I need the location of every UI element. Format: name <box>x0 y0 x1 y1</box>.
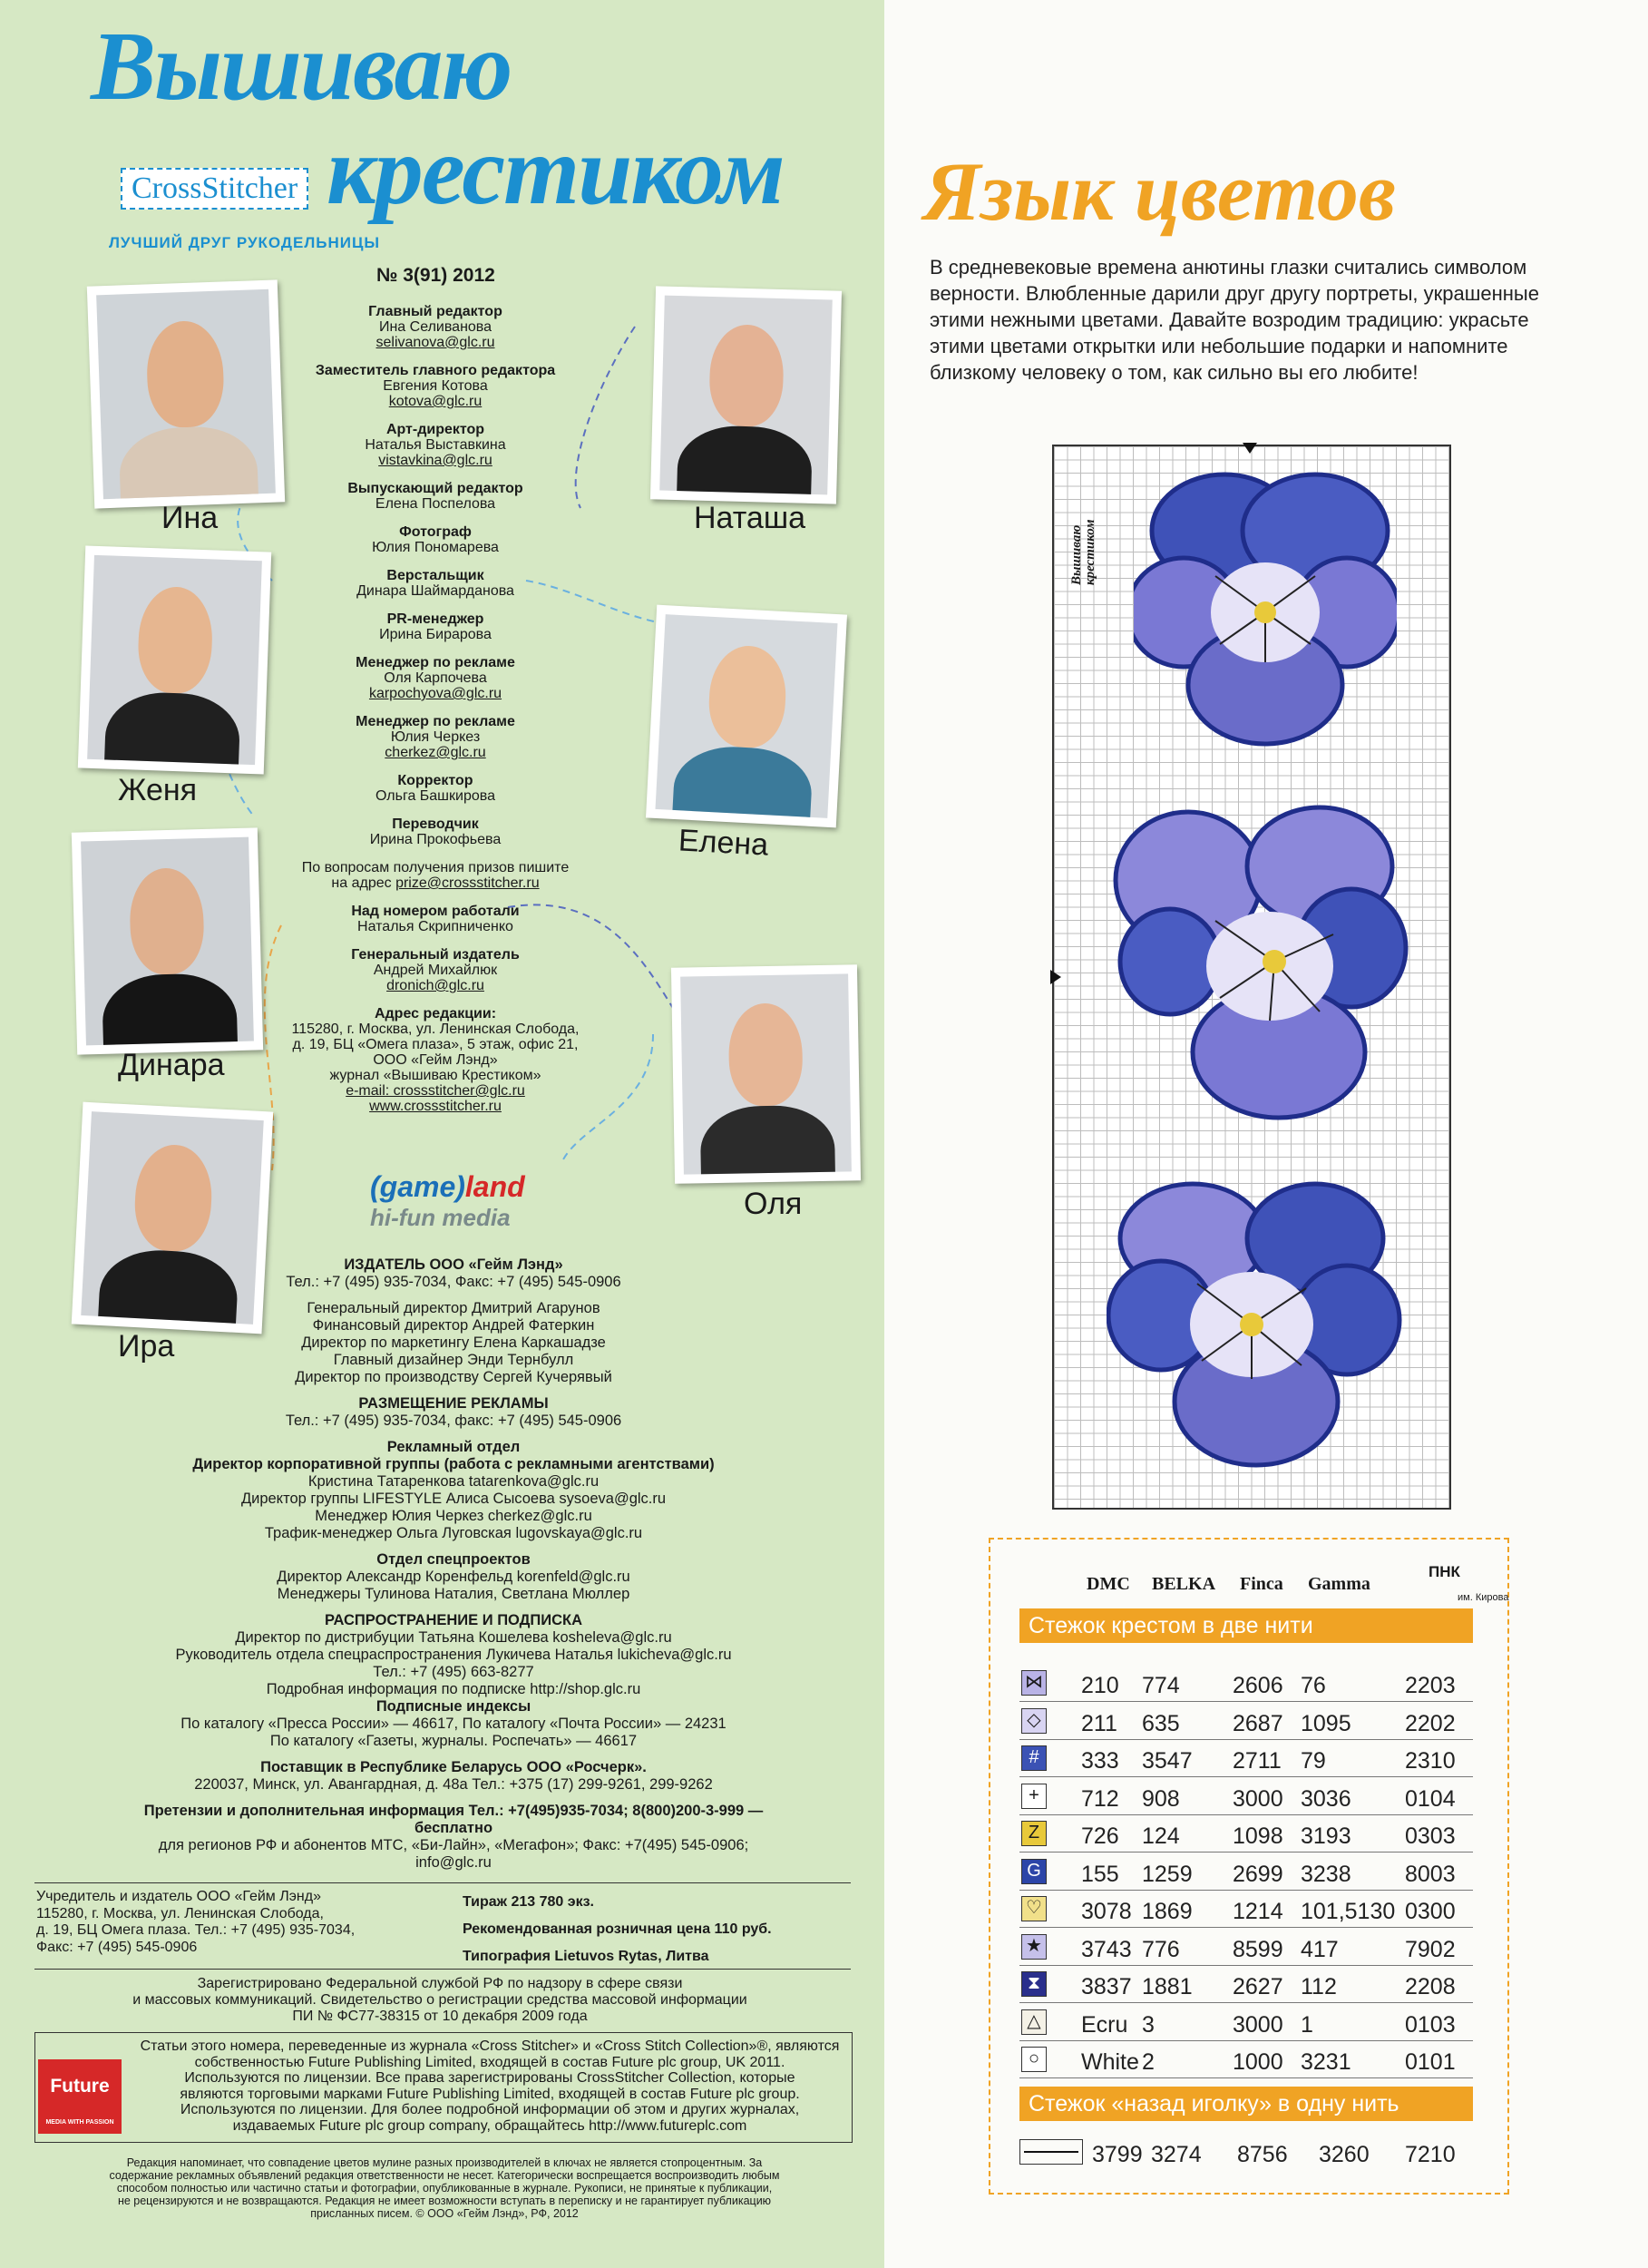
stitch-symbol-icon: G <box>1021 1859 1047 1884</box>
person-name: Ира <box>118 1329 175 1364</box>
key-row <box>1019 1966 1473 2003</box>
key-cell: 1000 <box>1233 2049 1283 2075</box>
key-cell: 2202 <box>1405 1710 1456 1736</box>
person-name: Елена <box>678 823 770 863</box>
key-row <box>1019 1703 1473 1740</box>
divider <box>34 1882 851 1883</box>
key-cell: 211 <box>1081 1710 1117 1736</box>
key-section-backstitch: Стежок «назад иголку» в одну нить <box>1019 2087 1473 2121</box>
key-cell: 3078 <box>1081 1899 1132 1924</box>
photo-natasha <box>650 286 842 503</box>
staff-list <box>272 304 599 1127</box>
staff-entry: Фотограф Юлия Пономарева <box>372 524 499 555</box>
key-cell: 8599 <box>1233 1936 1283 1962</box>
key-cell: 1869 <box>1142 1899 1193 1924</box>
staff-entry: Переводчик Ирина Прокофьева <box>369 816 502 847</box>
key-cell: 3193 <box>1301 1823 1351 1849</box>
key-cell: 0101 <box>1405 2049 1456 2075</box>
address-entry: Адрес редакции: 115280, г. Москва, ул. Ленинская Слобода, д. 19, БЦ «Омега плаза», 5 этаж, офис 21, ООО «Гейм Лэнд» журнал «Вышиваю Крестиком» e-mail: crossstitcher@glc.ru www.crossstitcher.ru <box>272 1006 599 1114</box>
article-title: Язык цветов <box>923 145 1396 238</box>
key-cell: 635 <box>1142 1710 1180 1736</box>
stitch-symbol-icon: Z <box>1021 1821 1047 1846</box>
person-name: Динара <box>118 1048 225 1082</box>
pansy-motif-1 <box>1134 467 1397 753</box>
key-cell: 1 <box>1301 2011 1313 2038</box>
stitch-symbol-icon: ⋈ <box>1021 1670 1047 1696</box>
key-cell: 1214 <box>1233 1899 1283 1924</box>
key-row <box>1019 1740 1473 1777</box>
key-cell: 2627 <box>1233 1974 1283 1999</box>
key-cell: 726 <box>1081 1823 1119 1849</box>
staff-entry: Выпускающий редактор Елена Поспелова <box>347 481 523 512</box>
founder-info: Учредитель и издатель ООО «Гейм Лэнд» 115280, г. Москва, ул. Ленинская Слобода, д. 19, БЦ Омега плаза. Тел.: +7 (495) 935-7034, Факс: +7 (495) 545-0906 <box>36 1889 356 1955</box>
staff-entry: Корректор Ольга Башкирова <box>375 773 495 804</box>
logo-line1: Вышиваю <box>91 13 512 121</box>
staff-entry: Заместитель главного редактора Евгения Котова kotova@glc.ru <box>272 363 599 409</box>
tagline: ЛУЧШИЙ ДРУГ РУКОДЕЛЬНИЦЫ <box>109 234 381 251</box>
center-arrow-left <box>1050 970 1061 984</box>
person-name: Оля <box>744 1187 803 1221</box>
key-cell: 2606 <box>1233 1673 1283 1698</box>
crossstitcher-badge: CrossStitcher <box>121 168 308 210</box>
email-link[interactable]: karpochyova@glc.ru <box>368 686 502 701</box>
publisher-info: ИЗДАТЕЛЬ ООО «Гейм Лэнд» Тел.: +7 (495) 935-7034, Факс: +7 (495) 545-0906 Генеральный директор Дмитрий Агарунов Финансовый директор Андрей Фатеркин Директор по маркетингу Елена Каркашадзе Главный дизайнер Энди Тернбулл Директор по производству Сергей Кучерявый РАЗМЕЩЕНИЕ РЕКЛАМЫ Тел.: +7 (495) 935-7034, факс: +7 (495) 545-0906 Рекламный отдел Директор корпоративной группы (работа с рекламными агентствами) Кристина Татаренкова tatarenkova@glc.ru Директор группы LIFESTYLE Алиса Сысоева sysoeva@glc.ru Менеджер Юлия Черкез cherkez@glc.ru Трафик-менеджер Ольга Луговская lugovskaya@glc.ru Отдел спецпроектов Директор Александр Коренфельд korenfeld@glc.ru Менеджеры Тулинова Наталия, Светлана Мюллер РАСПРОСТРАНЕНИЕ И ПОДПИСКА Директор по дистрибуции Татьяна Кошелева kosheleva@glc.ru Руководитель отдела спецраспространения Лукичева Наталья lukicheva@glc.ru Тел.: +7 (495) 663-8277 Подробная информация по подписке http://shop.glc.ru Подписные индексы По каталогу «Пресса России» — 46617, По каталогу «Почта России» — 24231 По каталогу «Газеты, журналы. Роспечать» — 46617 Поставщик в Республике Беларусь ООО «Росчерк». 220037, Минск, ул. Авангардная, д. 48а Тел.: +375 (17) 299-9261, 299-9262 Претензии и дополнительная информация Тел.: +7(495)935-7034; 8(800)200-3-999 — бесплатно для регионов РФ и абонентов МТС, «Би-Лайн», «Мегафон»; Факс: +7(495) 545-0906; info@glc.ru <box>143 1256 764 1871</box>
key-cell: 3 <box>1142 2011 1155 2038</box>
key-cell: 2208 <box>1405 1974 1456 1999</box>
key-cell: 101,5130 <box>1301 1899 1396 1924</box>
backstitch-line-icon <box>1019 2139 1083 2165</box>
staff-entry: Менеджер по рекламе Юлия Черкез cherkez@glc.ru <box>272 714 599 760</box>
photo-elena <box>646 605 847 828</box>
article-intro: В средневековые времена анютины глазки считались символом верности. Влюбленные дарили друг другу портреты, украшенные этими нежными цветами. Давайте возродим традицию: украсьте этими цветами открытки или небольшие подарки и напомните близкому человеку о том, как сильно вы его любите! <box>930 256 1539 384</box>
issue-number: № 3(91) 2012 <box>376 265 495 286</box>
gameland-logo: (game)land hi-fun media <box>370 1170 525 1231</box>
future-logo: Future MEDIA WITH PASSION <box>38 2059 122 2134</box>
key-section-cross: Стежок крестом в две нити <box>1019 1608 1473 1643</box>
staff-entry: PR-менеджер Ирина Бирарова <box>379 611 492 642</box>
photo-ina <box>87 279 285 508</box>
photo-olya <box>671 964 861 1184</box>
key-cell: 210 <box>1081 1673 1119 1698</box>
person-name: Ина <box>161 501 219 535</box>
person-name: Наташа <box>694 501 806 535</box>
key-row <box>1019 1929 1473 1966</box>
key-row <box>1019 1778 1473 1815</box>
logo-line2: крестиком <box>327 117 784 225</box>
key-row <box>1019 2041 1473 2078</box>
stitch-symbol-icon: ◇ <box>1021 1708 1047 1734</box>
license-text: Статьи этого номера, переведенные из журнала «Cross Stitcher» и «Cross Stitch Collection»®, являются собственностью Future Publishing Limited, входящей в состав Future plc group, UK 2011. Используются по лицензии. Все права зарегистрированы CrossStitcher Collection, которые являются торговыми марками Future Publishing Limited, входящей в состав Future plc group. Используются по лицензии. Для более подробной информации об этом и других журналах, издаваемых Future plc group company, обращайтесь http://www.futureplc.com <box>140 2038 840 2134</box>
staff-entry: Арт-директор Наталья Выставкина vistavkina@glc.ru <box>272 422 599 468</box>
key-cell: 79 <box>1301 1748 1326 1774</box>
key-cell: 1881 <box>1142 1974 1193 1999</box>
key-cell: 0104 <box>1405 1785 1456 1812</box>
center-arrow-top <box>1243 443 1257 454</box>
key-header-gamma: Gamma <box>1308 1574 1370 1594</box>
key-cell: 7902 <box>1405 1936 1456 1962</box>
key-cell: 0103 <box>1405 2011 1456 2038</box>
key-cell: 3260 <box>1319 2142 1370 2167</box>
key-cell: 2310 <box>1405 1748 1456 1774</box>
divider <box>34 1969 851 1970</box>
key-row <box>1019 1891 1473 1928</box>
registration-info: Зарегистрировано Федеральной службой РФ по надзору в сфере связи и массовых коммуникаций. Свидетельство о регистрации средства массовой информации ПИ № ФС77-38315 от 10 декабря 2009 года <box>132 1976 747 2024</box>
email-link[interactable]: e-mail: crossstitcher@glc.ru <box>346 1083 525 1099</box>
key-cell: 7210 <box>1405 2142 1456 2167</box>
key-cell: 776 <box>1142 1936 1180 1962</box>
pansy-motif-3 <box>1107 1170 1406 1479</box>
key-header-finca: Finca <box>1240 1574 1283 1594</box>
worked-entry: Над номером работали Наталья Скрипниченко <box>351 904 520 934</box>
key-cell: Ecru <box>1081 2011 1128 2038</box>
stitch-symbol-icon: ○ <box>1021 2047 1047 2072</box>
key-cell: 908 <box>1142 1785 1180 1812</box>
email-link[interactable]: prize@crossstitcher.ru <box>395 875 540 891</box>
key-cell: 2711 <box>1233 1748 1282 1774</box>
key-cell: 712 <box>1081 1785 1119 1812</box>
key-header-dmc: DMC <box>1087 1574 1130 1594</box>
key-cell: 112 <box>1301 1974 1337 1999</box>
key-cell: 774 <box>1142 1673 1180 1698</box>
key-cell: White <box>1081 2049 1139 2075</box>
pansy-motif-2 <box>1107 798 1415 1125</box>
key-cell: 3231 <box>1301 2049 1351 2075</box>
key-cell: 3238 <box>1301 1861 1351 1887</box>
key-cell: 333 <box>1081 1748 1119 1774</box>
key-row <box>1019 1815 1473 1853</box>
key-cell: 8003 <box>1405 1861 1456 1887</box>
website-link[interactable]: www.crossstitcher.ru <box>369 1099 502 1114</box>
email-link[interactable]: selivanova@glc.ru <box>375 335 495 350</box>
stitch-symbol-icon: ★ <box>1021 1934 1047 1960</box>
key-cell: 1259 <box>1142 1861 1193 1887</box>
key-cell: 0300 <box>1405 1899 1456 1924</box>
key-cell: 2699 <box>1233 1861 1283 1887</box>
prizes-entry: По вопросам получения призов пишите на адрес prize@crossstitcher.ru <box>301 860 570 891</box>
key-header-pnk: ПНК <box>1429 1563 1460 1580</box>
key-cell: 155 <box>1081 1861 1119 1887</box>
stitch-symbol-icon: + <box>1021 1784 1047 1809</box>
email-link[interactable]: dronich@glc.ru <box>386 978 484 993</box>
key-cell: 8756 <box>1237 2142 1288 2167</box>
staff-entry: Менеджер по рекламе Оля Карпочева karpochyova@glc.ru <box>272 655 599 701</box>
key-header-belka: BELKA <box>1152 1574 1216 1594</box>
key-header-pnk-sub: им. Кирова <box>1458 1592 1509 1603</box>
key-row <box>1019 1853 1473 1891</box>
key-cell: 3000 <box>1233 2011 1283 2038</box>
key-cell: 3274 <box>1151 2142 1202 2167</box>
gen-publisher-entry: Генеральный издатель Андрей Михайлюк dronich@glc.ru <box>272 947 599 993</box>
key-cell: 2 <box>1142 2049 1155 2075</box>
key-cell: 3000 <box>1233 1785 1283 1812</box>
staff-entry: Главный редактор Ина Селиванова selivanova@glc.ru <box>272 304 599 350</box>
stitch-symbol-icon: ♡ <box>1021 1896 1047 1921</box>
key-row <box>1019 1665 1473 1702</box>
key-cell: 3837 <box>1081 1974 1132 1999</box>
photo-zhenya <box>78 545 271 774</box>
key-cell: 1095 <box>1301 1710 1351 1736</box>
key-cell: 3743 <box>1081 1936 1132 1962</box>
stitch-symbol-icon: # <box>1021 1745 1047 1771</box>
key-row <box>1019 2004 1473 2041</box>
photo-dinara <box>72 827 263 1054</box>
key-cell: 2203 <box>1405 1673 1456 1698</box>
stitch-symbol-icon: △ <box>1021 2009 1047 2035</box>
key-cell: 2687 <box>1233 1710 1283 1736</box>
key-cell: 124 <box>1142 1823 1180 1849</box>
key-cell: 3799 <box>1092 2142 1143 2167</box>
staff-entry: Верстальщик Динара Шаймарданова <box>356 568 514 599</box>
print-info: Тираж 213 780 экз. Рекомендованная розничная цена 110 руб. Типография Lietuvos Rytas, Литва <box>463 1894 772 1964</box>
key-row-backstitch <box>1019 2134 1473 2170</box>
disclaimer: Редакция напоминает, что совпадение цветов мулине разных производителей в ключах не является стопроцентным. За содержание рекламных объявлений редакция ответственности не несет. Категорически воспрещается воспроизводить любым способом полностью или частично статьи и фотографии, опубликованные в журнале. Рукописи, не принятые к публикации, не рецензируются и не возвращаются. Редакция не имеет возможности вступать в переписку и не гарантирует публикацию присланных писем. © ООО «Гейм Лэнд», РФ, 2012 <box>109 2156 780 2220</box>
chart-logo: Вышиваю крестиком <box>1069 519 1097 585</box>
email-link[interactable]: kotova@glc.ru <box>388 394 483 409</box>
key-cell: 417 <box>1301 1936 1339 1962</box>
person-name: Женя <box>118 773 198 807</box>
key-cell: 3036 <box>1301 1785 1351 1812</box>
stitch-symbol-icon: ⧗ <box>1021 1971 1047 1997</box>
key-cell: 1098 <box>1233 1823 1283 1849</box>
key-cell: 3547 <box>1142 1748 1193 1774</box>
email-link[interactable]: cherkez@glc.ru <box>385 745 486 760</box>
email-link[interactable]: vistavkina@glc.ru <box>378 453 492 468</box>
key-cell: 0303 <box>1405 1823 1456 1849</box>
key-cell: 76 <box>1301 1673 1326 1698</box>
